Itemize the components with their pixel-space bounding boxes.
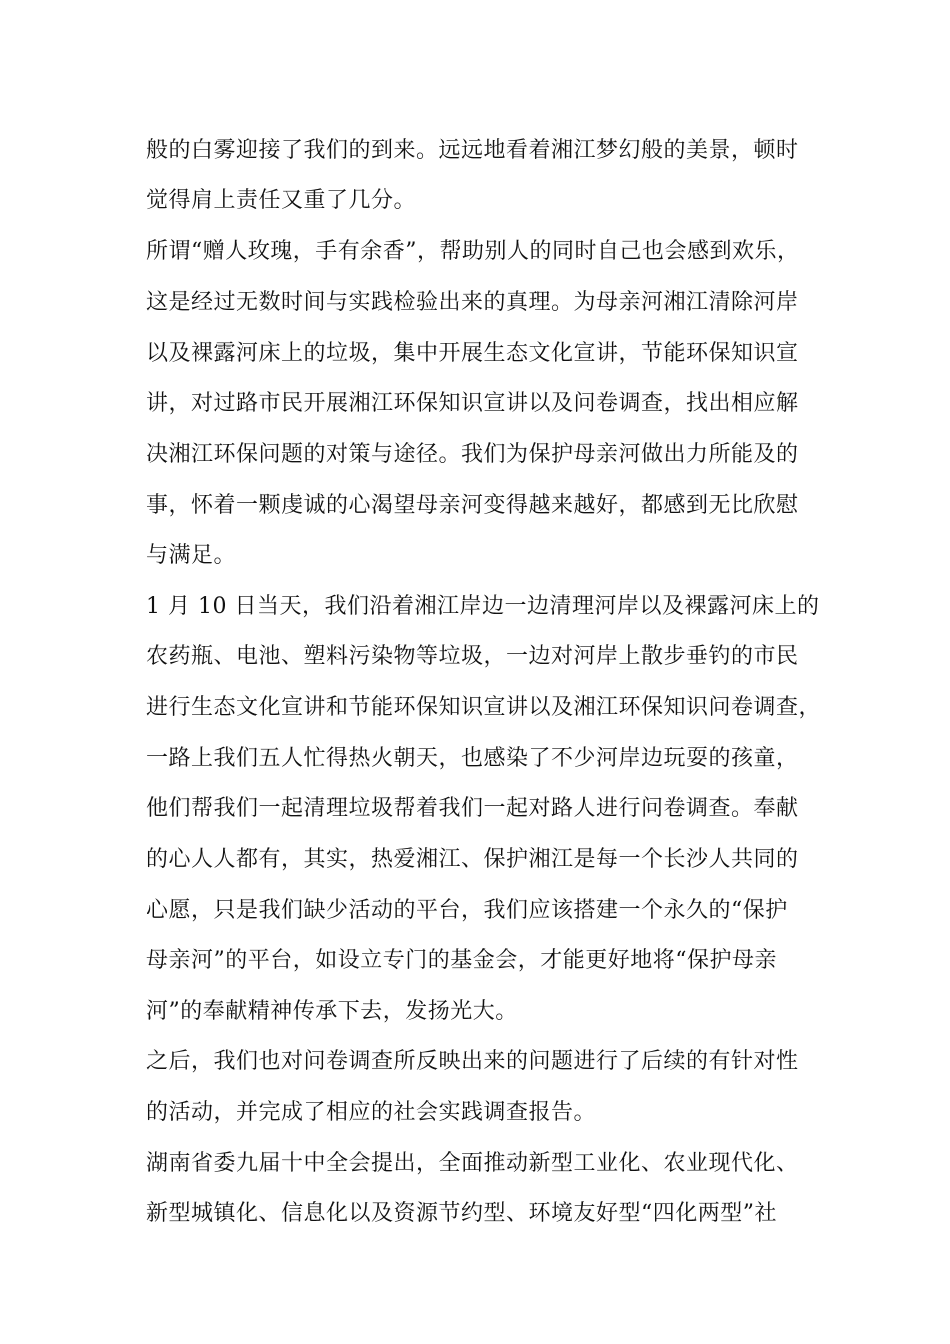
text-line: 的活动，并完成了相应的社会实践调查报告。 [146,1100,597,1125]
text-line: 的心人人都有，其实，热爱湘江、保护湘江是每一个长沙人共同的 [146,847,799,872]
text-line: 1 月 10 日当天，我们沿着湘江岸边一边清理河岸以及裸露河床上的 [146,594,820,619]
text-line: 般的白雾迎接了我们的到来。远远地看着湘江梦幻般的美景，顿时 [146,138,799,163]
text-line: 之后，我们也对问卷调查所反映出来的问题进行了后续的有针对性 [146,1049,799,1074]
text-line: 进行生态文化宣讲和节能环保知识宣讲以及湘江环保知识问卷调查， [146,695,822,720]
text-line: 新型城镇化、信息化以及资源节约型、环境友好型“四化两型”社 [146,1201,777,1226]
text-line: 以及裸露河床上的垃圾，集中开展生态文化宣讲，节能环保知识宣 [146,341,799,366]
text-line: 母亲河”的平台，如设立专门的基金会，才能更好地将“保护母亲 [146,948,777,973]
text-line: 心愿，只是我们缺少活动的平台，我们应该搭建一个永久的“保护 [146,898,788,923]
text-line: 与满足。 [146,543,237,568]
text-line: 农药瓶、电池、塑料污染物等垃圾，一边对河岸上散步垂钓的市民 [146,644,799,669]
text-line: 所谓“赠人玫瑰，手有余香”，帮助别人的同时自己也会感到欢乐， [146,239,800,264]
text-line: 讲，对过路市民开展湘江环保知识宣讲以及问卷调查，找出相应解 [146,391,799,416]
text-line: 决湘江环保问题的对策与途径。我们为保护母亲河做出力所能及的 [146,442,799,467]
text-line: 这是经过无数时间与实践检验出来的真理。为母亲河湘江清除河岸 [146,290,799,315]
text-line: 觉得肩上责任又重了几分。 [146,188,417,213]
text-line: 河”的奉献精神传承下去，发扬光大。 [146,999,518,1024]
text-line: 事，怀着一颗虔诚的心渴望母亲河变得越来越好，都感到无比欣慰 [146,493,799,518]
text-line: 他们帮我们一起清理垃圾帮着我们一起对路人进行问卷调查。奉献 [146,796,799,821]
text-line: 一路上我们五人忙得热火朝天，也感染了不少河岸边玩耍的孩童， [146,746,799,771]
text-line: 湖南省委九届十中全会提出，全面推动新型工业化、农业现代化、 [146,1151,799,1176]
